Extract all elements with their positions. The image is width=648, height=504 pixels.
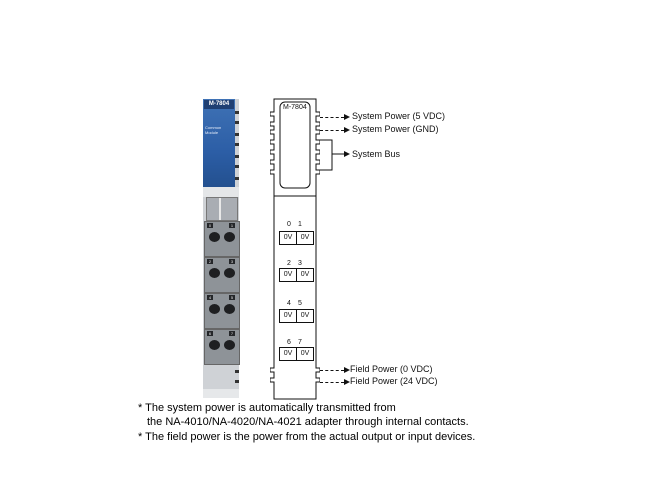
photo-ridge <box>235 133 239 136</box>
photo-terminal-label-2: 2 <box>208 259 212 264</box>
photo-terminal-label-6: 6 <box>208 331 212 336</box>
arrow-head <box>344 114 350 120</box>
module-photo-subtitle: Common Module <box>205 125 222 135</box>
channel-2-label: 2 <box>287 260 291 267</box>
photo-terminal-label-1: 1 <box>230 223 234 228</box>
photo-terminal-label-5: 5 <box>230 295 234 300</box>
channel-5-box: 0V <box>296 309 314 323</box>
photo-terminal-label-7: 7 <box>230 331 234 336</box>
channel-3-box: 0V <box>296 268 314 282</box>
photo-terminal-label-3: 3 <box>230 259 234 264</box>
photo-terminal-block <box>204 257 240 293</box>
photo-ridge <box>235 155 239 158</box>
terminal-hole <box>224 304 235 314</box>
photo-ridge <box>235 121 239 124</box>
terminal-hole <box>209 304 220 314</box>
channel-3-label: 3 <box>298 260 302 267</box>
channel-7-label: 7 <box>298 339 302 346</box>
photo-ridge <box>235 165 239 168</box>
channel-6-box: 0V <box>279 347 297 361</box>
arrow-head <box>344 127 350 133</box>
channel-1-label: 1 <box>298 221 302 228</box>
label-system-power-gnd: System Power (GND) <box>352 124 439 134</box>
photo-terminal-label-0: 0 <box>208 223 212 228</box>
terminal-hole <box>209 232 220 242</box>
terminal-hole <box>224 232 235 242</box>
channel-0-box: 0V <box>279 231 297 245</box>
note-system-power-line1: * The system power is automatically transmitted from <box>138 402 396 414</box>
channel-4-box: 0V <box>279 309 297 323</box>
label-system-power-5v: System Power (5 VDC) <box>352 111 446 121</box>
photo-ridge <box>235 370 239 373</box>
photo-terminal-block <box>204 221 240 257</box>
channel-4-label: 4 <box>287 300 291 307</box>
module-photo-label-area <box>203 99 235 187</box>
terminal-hole <box>224 268 235 278</box>
label-field-power-24v: Field Power (24 VDC) <box>350 376 438 386</box>
system-bus-bracket <box>318 138 354 174</box>
label-field-power-0v: Field Power (0 VDC) <box>350 364 433 374</box>
schematic-model: M-7804 <box>283 104 307 111</box>
photo-terminal-block <box>204 293 240 329</box>
photo-ridge <box>235 380 239 383</box>
photo-terminal-label-4: 4 <box>208 295 212 300</box>
channel-5-label: 5 <box>298 300 302 307</box>
note-system-power-line2: the NA-4010/NA-4020/NA-4021 adapter through internal contacts. <box>147 416 469 428</box>
module-photo <box>203 99 239 398</box>
channel-0-label: 0 <box>287 221 291 228</box>
label-system-bus: System Bus <box>352 149 401 159</box>
arrow-line <box>320 130 344 131</box>
channel-7-box: 0V <box>296 347 314 361</box>
photo-ridge <box>235 177 239 180</box>
photo-ridge <box>235 111 239 114</box>
terminal-hole <box>209 268 220 278</box>
photo-latch <box>206 197 238 221</box>
photo-gap <box>203 187 239 197</box>
module-photo-model: M-7804 <box>204 100 234 109</box>
photo-bottom-cap <box>203 389 239 398</box>
schematic-label-window <box>280 102 310 188</box>
channel-6-label: 6 <box>287 339 291 346</box>
terminal-hole <box>209 340 220 350</box>
photo-terminal-block <box>204 329 240 365</box>
photo-ridge <box>235 143 239 146</box>
arrow-line <box>320 382 344 383</box>
arrow-line <box>320 370 344 371</box>
note-field-power: * The field power is the power from the actual output or input devices. <box>138 431 476 443</box>
channel-1-box: 0V <box>296 231 314 245</box>
terminal-hole <box>224 340 235 350</box>
channel-2-box: 0V <box>279 268 297 282</box>
arrow-line <box>320 117 344 118</box>
